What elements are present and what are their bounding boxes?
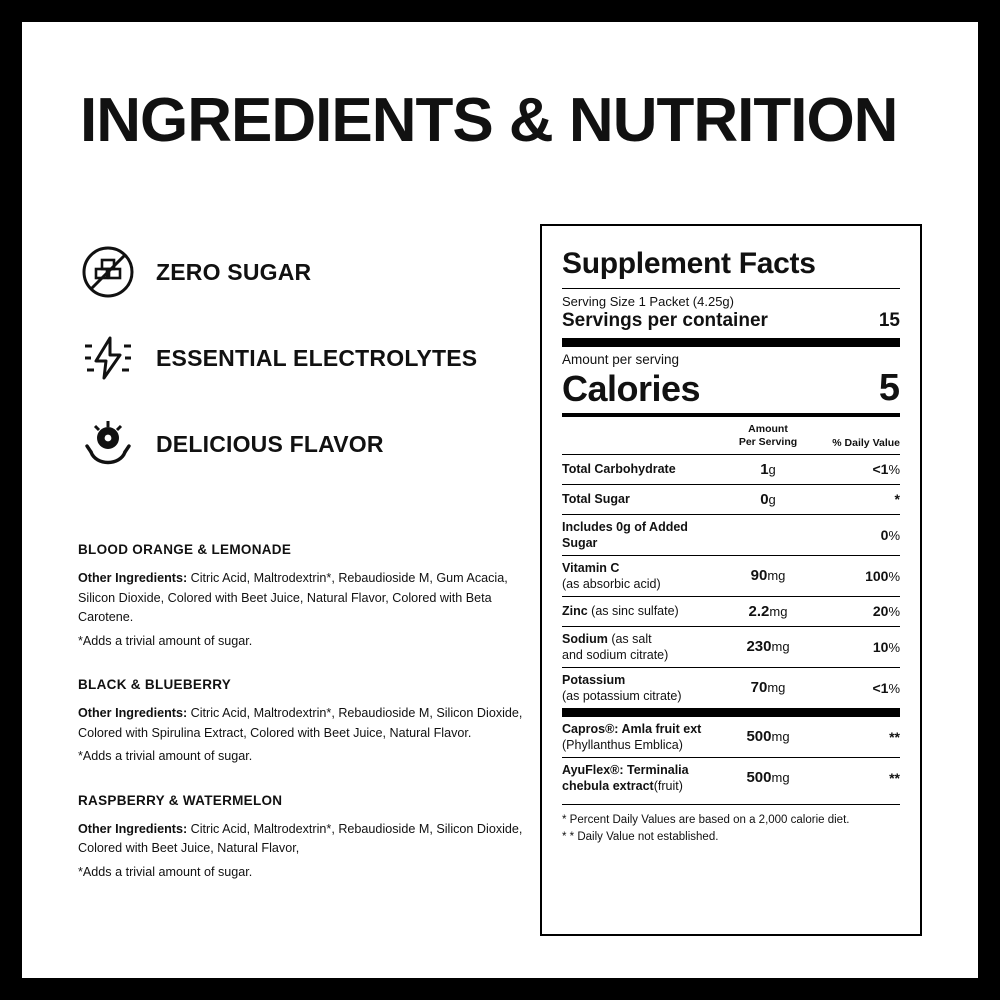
table-row — [562, 484, 900, 514]
nutrient-daily-value — [816, 729, 900, 745]
flavor-ingredients-list — [78, 542, 528, 908]
servings-label: Servings per container — [562, 309, 768, 331]
other-ingredients-text: Citric Acid, Maltrodextrin*, Rebaudioside M, Silicon Dioxide, Colored with Spirulina Extract, Colored with Beet Juice, Natural Flavor. — [78, 706, 523, 740]
nutrient-name-text: Total Carbohydrate — [562, 462, 676, 477]
supplement-facts-title: Supplement Facts — [562, 247, 816, 280]
table-row — [562, 708, 900, 757]
nutrient-dv-unit: % — [888, 639, 900, 655]
nutrient-dv-value: <1 — [872, 461, 889, 478]
nutrient-daily-value — [816, 568, 900, 584]
nutrient-dv-value: 0 — [880, 526, 889, 543]
flavor-note: *Adds a trivial amount of sugar. — [78, 633, 253, 648]
nutrient-dv-unit: % — [888, 680, 900, 696]
footnote-not-established: * * Daily Value not established. — [562, 831, 719, 843]
lightning-bolt-icon — [80, 330, 136, 386]
table-header-row — [562, 417, 900, 454]
nutrient-name — [562, 721, 720, 753]
nutrient-name-sub: (Phyllanthus Emblica) — [562, 737, 683, 752]
flavor-ingredients — [78, 704, 528, 743]
flavor-note: *Adds a trivial amount of sugar. — [78, 749, 253, 764]
flavor-block-raspberry-watermelon — [78, 793, 528, 883]
nutrient-dv-value: * — [894, 491, 900, 508]
nutrient-amount-unit: mg — [771, 729, 790, 745]
amount-per-serving-label: Amount per serving — [562, 351, 680, 367]
flavor-block-black-blueberry — [78, 677, 528, 767]
table-row — [562, 555, 900, 596]
nutrient-name-sub-tail: (fruit) — [653, 778, 683, 793]
feature-essential-electrolytes — [80, 330, 510, 386]
calories-label: Calories — [562, 367, 701, 409]
nutrient-name-sub: and sodium citrate) — [562, 647, 669, 662]
nutrient-amount-value: 500 — [746, 728, 772, 746]
other-ingredients-text: Citric Acid, Maltrodextrin*, Rebaudioside M, Gum Acacia, Silicon Dioxide, Colored with Beet Juice, Natural Flavor, Colored with Beta Carotene. — [78, 571, 508, 625]
nutrient-name-text: Capros®: Amla fruit ext — [562, 721, 702, 736]
nutrient-name-sub: (as sinc sulfate) — [587, 604, 679, 619]
nutrient-name-text: Potassium — [562, 672, 626, 687]
column-header-daily-value: % Daily Value — [832, 436, 900, 449]
nutrient-amount-value: 90 — [750, 567, 768, 585]
feature-zero-sugar — [80, 244, 510, 300]
no-sugar-icon — [80, 244, 136, 300]
feature-label: ZERO SUGAR — [156, 258, 312, 285]
nutrient-amount — [720, 638, 816, 655]
nutrient-name — [562, 631, 720, 663]
nutrient-name-text: AyuFlex®: Terminalia — [562, 762, 689, 777]
feature-label: DELICIOUS FLAVOR — [156, 430, 384, 457]
nutrient-daily-value — [816, 680, 900, 696]
nutrient-name-sub: (as potassium citrate) — [562, 688, 682, 703]
nutrient-amount — [720, 728, 816, 745]
calories-row — [562, 367, 900, 413]
nutrient-amount — [720, 769, 816, 786]
table-row — [562, 596, 900, 626]
nutrient-amount-unit: mg — [769, 603, 788, 619]
label-sheet — [22, 22, 978, 978]
nutrient-amount — [720, 461, 816, 478]
footnotes — [562, 804, 900, 847]
nutrient-name — [562, 762, 720, 794]
other-ingredients-label: Other Ingredients: — [78, 706, 188, 721]
table-row — [562, 514, 900, 555]
flavor-ingredients — [78, 820, 528, 859]
nutrient-dv-unit: % — [888, 527, 900, 543]
nutrient-daily-value — [816, 461, 900, 477]
nutrient-name-text: Includes 0g of Added Sugar — [562, 519, 688, 550]
nutrient-amount — [720, 679, 816, 696]
divider-thick — [562, 338, 900, 347]
nutrient-amount-value: 0 — [760, 490, 769, 508]
nutrient-dv-unit: % — [888, 462, 900, 478]
nutrient-amount-value: 230 — [746, 638, 772, 656]
other-ingredients-text: Citric Acid, Maltrodextrin*, Rebaudioside M, Silicon Dioxide, Colored with Beet Juice, Natural Flavor, — [78, 821, 523, 856]
column-header-amount — [720, 423, 816, 449]
feature-list — [80, 244, 510, 502]
nutrient-dv-value: 20 — [872, 603, 889, 620]
feature-delicious-flavor — [80, 416, 510, 472]
flavor-name: BLOOD ORANGE & LEMONADE — [78, 542, 292, 557]
nutrient-dv-value: 10 — [872, 638, 889, 655]
nutrient-name-text: Total Sugar — [562, 492, 630, 507]
nutrient-daily-value — [816, 770, 900, 786]
nutrient-amount-value: 500 — [746, 769, 772, 787]
nutrient-dv-unit: % — [888, 568, 900, 584]
nutrient-amount — [720, 567, 816, 584]
nutrient-amount-value: 2.2 — [748, 602, 770, 620]
serving-size: Serving Size 1 Packet (4.25g) — [562, 293, 734, 309]
nutrient-amount-unit: g — [768, 491, 776, 507]
nutrient-name-sub: chebula extract — [562, 778, 654, 793]
nutrient-amount — [720, 603, 816, 620]
nutrient-amount-value: 70 — [750, 679, 768, 697]
nutrient-name — [562, 491, 720, 507]
page-title: INGREDIENTS & NUTRITION — [80, 86, 898, 155]
flavor-name: RASPBERRY & WATERMELON — [78, 792, 283, 808]
servings-value: 15 — [878, 309, 900, 331]
feature-label: ESSENTIAL ELECTROLYTES — [156, 344, 478, 371]
nutrient-name — [562, 603, 720, 619]
flavor-ingredients — [78, 569, 528, 628]
nutrient-name-sub: (as absorbic acid) — [562, 576, 661, 591]
nutrient-daily-value — [816, 491, 900, 507]
nutrient-dv-unit: % — [888, 604, 900, 620]
other-ingredients-label: Other Ingredients: — [78, 821, 188, 836]
nutrient-name — [562, 672, 720, 704]
nutrient-dv-value: <1 — [872, 679, 889, 696]
calories-value: 5 — [878, 366, 900, 409]
footnote-daily-values: * Percent Daily Values are based on a 2,000 calorie diet. — [562, 813, 850, 826]
nutrient-name — [562, 461, 720, 477]
flavor-block-blood-orange-lemonade — [78, 542, 528, 651]
nutrient-amount-value: 1 — [760, 460, 769, 478]
nutrient-daily-value — [816, 603, 900, 619]
nutrient-name-text: Sodium — [562, 631, 608, 646]
nutrient-amount-unit: g — [768, 461, 776, 477]
supplement-facts-panel — [540, 224, 922, 936]
nutrient-dv-value: ** — [889, 769, 900, 786]
nutrient-dv-value: ** — [889, 728, 900, 745]
nutrient-daily-value — [816, 639, 900, 655]
nutrient-amount-unit: mg — [771, 639, 790, 655]
nutrient-name-text: Vitamin C — [562, 560, 620, 575]
other-ingredients-label: Other Ingredients: — [78, 571, 188, 585]
nutrient-amount-unit: mg — [771, 770, 790, 786]
column-header-amount-line1: Amount — [748, 422, 788, 435]
flavor-name: BLACK & BLUEBERRY — [78, 677, 232, 693]
nutrient-name — [562, 519, 726, 551]
nutrient-amount — [720, 491, 816, 508]
nutrient-name-text: Zinc — [562, 604, 588, 619]
servings-per-container-row — [562, 310, 900, 338]
column-header-amount-line2: Per Serving — [738, 435, 798, 448]
nutrient-amount-unit: mg — [767, 568, 786, 584]
nutrient-name — [562, 560, 720, 592]
table-row — [562, 626, 900, 667]
flavor-note: *Adds a trivial amount of sugar. — [78, 864, 253, 879]
table-row — [562, 757, 900, 798]
nutrient-dv-value: 100 — [865, 567, 889, 584]
flavor-hand-icon — [80, 416, 136, 472]
table-row — [562, 667, 900, 708]
table-row — [562, 454, 900, 484]
nutrient-name-sub-inline: (as salt — [607, 631, 652, 646]
nutrient-amount-unit: mg — [767, 680, 786, 696]
nutrient-daily-value — [819, 527, 900, 543]
